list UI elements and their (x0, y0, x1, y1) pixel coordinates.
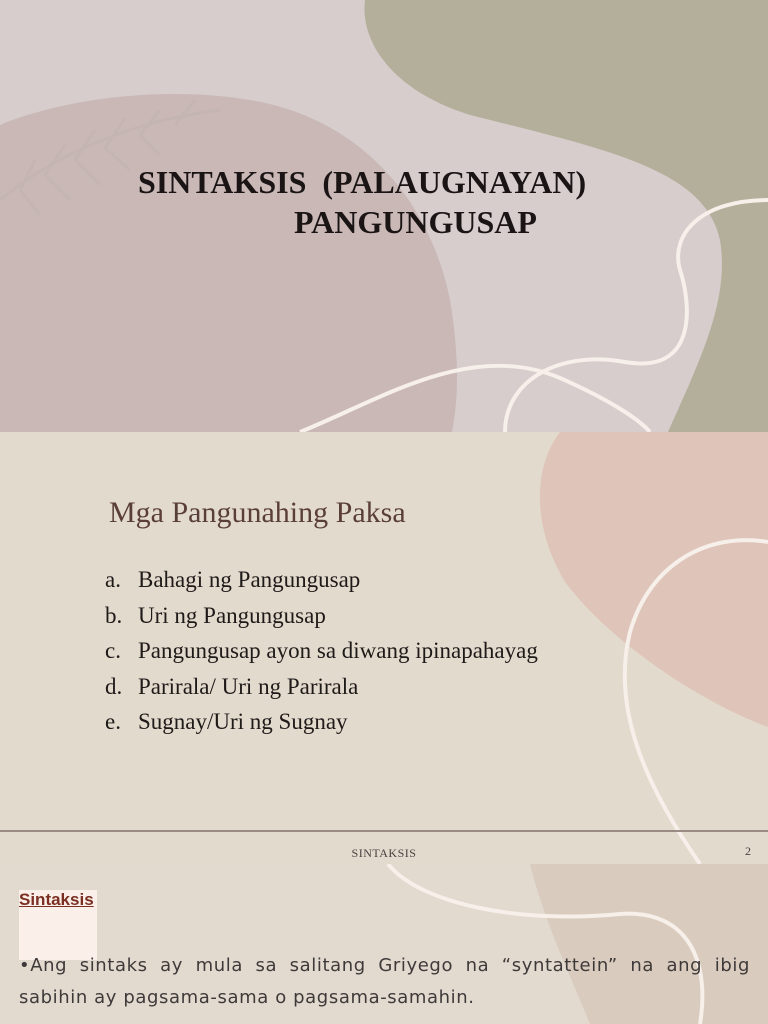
list-item-text: Uri ng Pangungusap (138, 602, 326, 628)
title-line-2: PANGUNGUSAP (294, 204, 537, 240)
definition-text: •Ang sintaks ay mula sa salitang Griyego na “syntattein” na ang ibig sabihin ay pagsama-sama o pagsama-samahin. (19, 955, 750, 1008)
list-marker: b. (105, 602, 123, 628)
list-item (105, 704, 538, 740)
topic-list (105, 562, 538, 740)
list-item-text: Bahagi ng Pangungusap (138, 567, 361, 592)
page-number: 2 (745, 844, 751, 858)
list-item-text: Pangungusap ayon sa diwang ipinapahayag (138, 638, 538, 663)
list-item-text: Sugnay/Uri ng Sugnay (138, 709, 348, 734)
title-line-1: SINTAKSIS (PALAUGNAYAN) (138, 164, 587, 200)
list-marker: d. (105, 673, 123, 699)
section-heading: Mga Pangunahing Paksa (109, 496, 406, 529)
list-item (105, 669, 538, 705)
list-marker: a. (105, 567, 121, 592)
definition-slide (0, 864, 768, 1024)
footer-divider (0, 830, 768, 832)
peach-blob (540, 432, 768, 727)
mauve-blob (0, 94, 457, 432)
footer-label: SINTAKSIS (351, 846, 417, 860)
list-item (105, 633, 538, 669)
title-slide (0, 0, 768, 432)
list-marker: c. (105, 638, 121, 663)
topics-slide (0, 432, 768, 864)
list-marker: e. (105, 709, 121, 734)
list-item (105, 598, 538, 634)
list-item-text: Parirala/ Uri ng Parirala (138, 673, 359, 699)
definition-heading: Sintaksis (19, 890, 94, 909)
list-item (105, 562, 538, 598)
